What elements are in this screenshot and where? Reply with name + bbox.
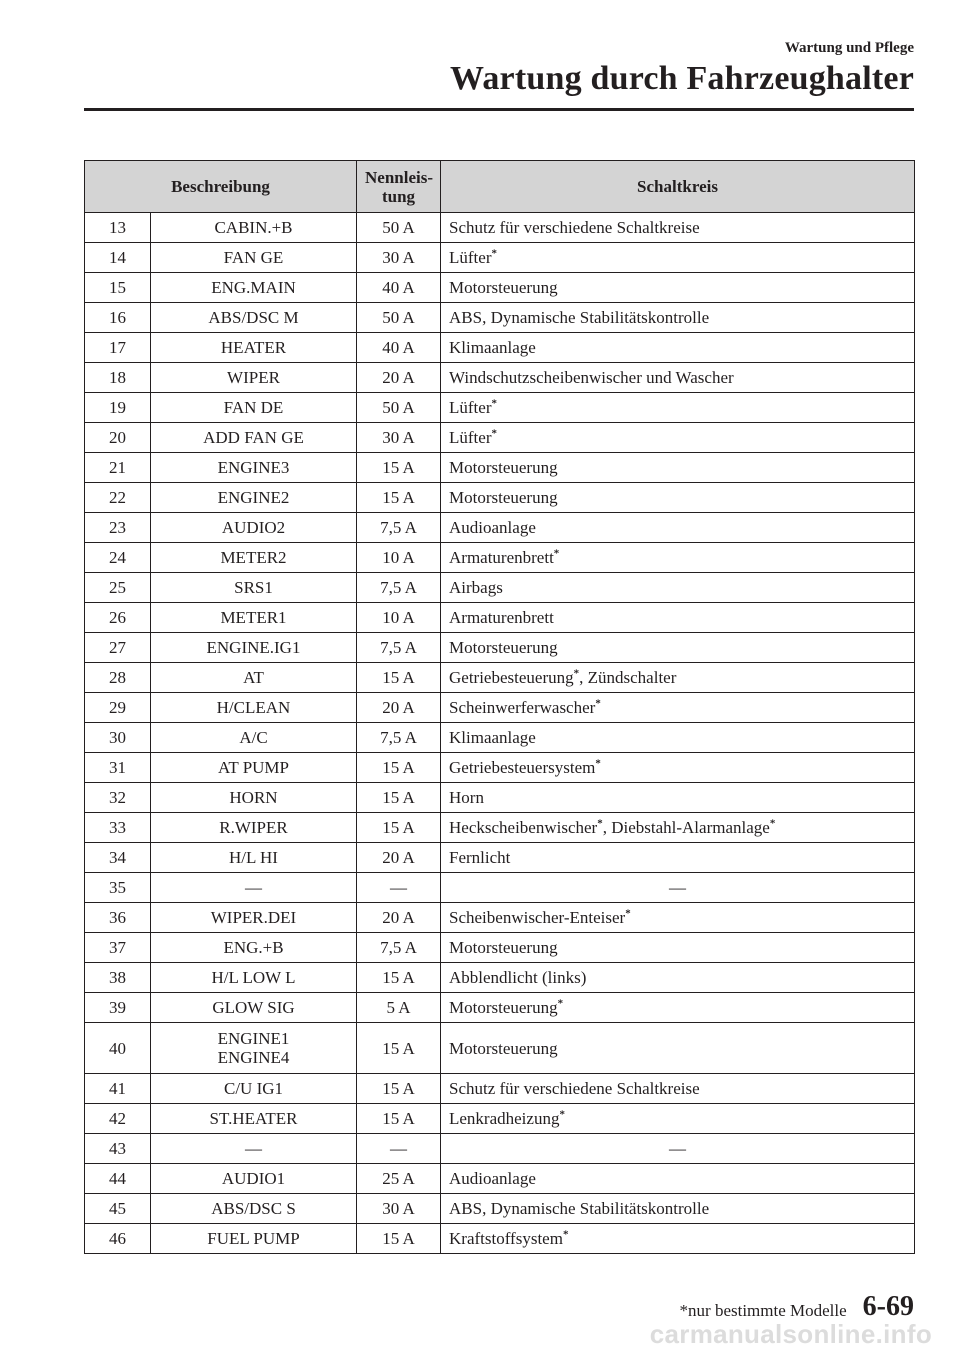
fuse-circuit: Lüfter*	[441, 243, 915, 273]
fuse-rating: 5 A	[357, 993, 441, 1023]
fuse-circuit: ―	[441, 873, 915, 903]
fuse-rating: 10 A	[357, 543, 441, 573]
fuse-name: ENG.+B	[151, 933, 357, 963]
footnote-asterisk: *	[597, 817, 603, 830]
fuse-name: AUDIO1	[151, 1164, 357, 1194]
footnote-asterisk: *	[559, 1108, 565, 1121]
fuse-name: GLOW SIG	[151, 993, 357, 1023]
fuse-rating: 10 A	[357, 603, 441, 633]
table-row	[85, 573, 915, 603]
footnote-asterisk: *	[491, 427, 497, 440]
footnote-asterisk: *	[557, 997, 564, 1010]
table-row	[85, 303, 915, 333]
fuse-rating: 7,5 A	[357, 513, 441, 543]
fuse-number: 18	[85, 363, 151, 393]
table-row	[85, 783, 915, 813]
table-row	[85, 1164, 915, 1194]
fuse-rating: 40 A	[357, 273, 441, 303]
table-row	[85, 1023, 915, 1074]
table-row	[85, 963, 915, 993]
fuse-name: AT	[151, 663, 357, 693]
footnote-asterisk: *	[491, 247, 497, 260]
fuse-circuit: Klimaanlage	[441, 723, 915, 753]
footnote-asterisk: *	[625, 907, 631, 920]
fuse-number: 20	[85, 423, 151, 453]
fuse-rating: 20 A	[357, 843, 441, 873]
page-footer	[680, 1292, 914, 1322]
column-header-circuit: Schaltkreis	[441, 161, 915, 213]
fuse-circuit: Abblendlicht (links)	[441, 963, 915, 993]
fuse-number: 28	[85, 663, 151, 693]
fuse-name: H/L LOW L	[151, 963, 357, 993]
fuse-number: 31	[85, 753, 151, 783]
table-row	[85, 333, 915, 363]
fuse-circuit: Motorsteuerung	[441, 933, 915, 963]
fuse-rating: 15 A	[357, 783, 441, 813]
fuse-name: ST.HEATER	[151, 1104, 357, 1134]
fuse-rating: 20 A	[357, 903, 441, 933]
fuse-number: 13	[85, 213, 151, 243]
fuse-name: FAN GE	[151, 243, 357, 273]
fuse-number: 34	[85, 843, 151, 873]
fuse-circuit: Horn	[441, 783, 915, 813]
fuse-circuit: Armaturenbrett*	[441, 543, 915, 573]
column-header-rating: Nennleis- tung	[357, 161, 441, 213]
fuse-number: 39	[85, 993, 151, 1023]
table-row	[85, 843, 915, 873]
fuse-circuit: Scheinwerferwascher*	[441, 693, 915, 723]
fuse-rating: 30 A	[357, 1194, 441, 1224]
fuse-number: 36	[85, 903, 151, 933]
fuse-name: ADD FAN GE	[151, 423, 357, 453]
fuse-rating: ―	[357, 873, 441, 903]
fuse-circuit: Scheibenwischer-Enteiser*	[441, 903, 915, 933]
fuse-rating: 25 A	[357, 1164, 441, 1194]
table-row	[85, 423, 915, 453]
fuse-name: HEATER	[151, 333, 357, 363]
fuse-number: 43	[85, 1134, 151, 1164]
table-row	[85, 873, 915, 903]
footnote-asterisk: *	[595, 697, 601, 710]
table-row	[85, 813, 915, 843]
page-title: Wartung durch Fahrzeughalter	[450, 60, 914, 97]
fuse-number: 25	[85, 573, 151, 603]
fuse-rating: 15 A	[357, 963, 441, 993]
fuse-name: ABS/DSC M	[151, 303, 357, 333]
footnote-asterisk: *	[553, 547, 560, 560]
fuse-circuit: Motorsteuerung	[441, 453, 915, 483]
fuse-name: ENGINE2	[151, 483, 357, 513]
footnote-asterisk: *	[769, 817, 776, 830]
fuse-rating: 7,5 A	[357, 633, 441, 663]
fuse-number: 30	[85, 723, 151, 753]
fuse-circuit: Motorsteuerung	[441, 273, 915, 303]
fuse-rating: 15 A	[357, 1023, 441, 1074]
fuse-number: 46	[85, 1224, 151, 1254]
fuse-rating: 7,5 A	[357, 573, 441, 603]
fuse-circuit: ―	[441, 1134, 915, 1164]
fuse-circuit: Lüfter*	[441, 423, 915, 453]
fuse-number: 35	[85, 873, 151, 903]
fuse-number: 41	[85, 1074, 151, 1104]
fuse-number: 27	[85, 633, 151, 663]
table-row	[85, 1224, 915, 1254]
fuse-number: 26	[85, 603, 151, 633]
footnote-asterisk: *	[491, 397, 497, 410]
fuse-rating: 50 A	[357, 393, 441, 423]
fuse-rating: 50 A	[357, 303, 441, 333]
footnote-asterisk: *	[562, 1228, 569, 1241]
fuse-circuit: Klimaanlage	[441, 333, 915, 363]
fuse-name: ENGINE1 ENGINE4	[151, 1023, 357, 1074]
fuse-table-body	[85, 213, 915, 1254]
column-header-description: Beschreibung	[85, 161, 357, 213]
fuse-name: ENGINE.IG1	[151, 633, 357, 663]
table-row	[85, 363, 915, 393]
table-row	[85, 543, 915, 573]
fuse-circuit: Windschutzscheibenwischer und Wascher	[441, 363, 915, 393]
fuse-circuit: ABS, Dynamische Stabilitätskontrolle	[441, 303, 915, 333]
fuse-name: CABIN.+B	[151, 213, 357, 243]
fuse-circuit: Schutz für verschiedene Schaltkreise	[441, 1074, 915, 1104]
footnote: *nur bestimmte Modelle	[679, 1301, 847, 1320]
fuse-rating: 7,5 A	[357, 723, 441, 753]
table-row	[85, 453, 915, 483]
fuse-name: ―	[151, 1134, 357, 1164]
fuse-circuit: Kraftstoffsystem*	[441, 1224, 915, 1254]
fuse-number: 14	[85, 243, 151, 273]
fuse-number: 15	[85, 273, 151, 303]
table-row	[85, 273, 915, 303]
fuse-number: 38	[85, 963, 151, 993]
fuse-circuit: Audioanlage	[441, 513, 915, 543]
fuse-name: A/C	[151, 723, 357, 753]
table-row	[85, 693, 915, 723]
fuse-name: H/L HI	[151, 843, 357, 873]
fuse-circuit: Fernlicht	[441, 843, 915, 873]
table-row	[85, 483, 915, 513]
table-row	[85, 663, 915, 693]
fuse-table	[84, 160, 915, 1254]
fuse-name: WIPER.DEI	[151, 903, 357, 933]
table-row	[85, 753, 915, 783]
fuse-rating: 15 A	[357, 1074, 441, 1104]
fuse-number: 42	[85, 1104, 151, 1134]
watermark-text: carmanualsonline.info	[649, 1319, 932, 1349]
table-row	[85, 243, 915, 273]
table-row	[85, 633, 915, 663]
fuse-circuit: Heckscheibenwischer*, Diebstahl-Alarmanlage*	[441, 813, 915, 843]
fuse-name: C/U IG1	[151, 1074, 357, 1104]
fuse-rating: 40 A	[357, 333, 441, 363]
fuse-rating: 15 A	[357, 1224, 441, 1254]
fuse-number: 40	[85, 1023, 151, 1074]
fuse-circuit: Getriebesteuersystem*	[441, 753, 915, 783]
fuse-number: 29	[85, 693, 151, 723]
fuse-number: 17	[85, 333, 151, 363]
fuse-name: ―	[151, 873, 357, 903]
fuse-number: 16	[85, 303, 151, 333]
fuse-number: 33	[85, 813, 151, 843]
fuse-rating: 15 A	[357, 813, 441, 843]
fuse-name: ABS/DSC S	[151, 1194, 357, 1224]
fuse-circuit: Getriebesteuerung*, Zündschalter	[441, 663, 915, 693]
fuse-name: ENG.MAIN	[151, 273, 357, 303]
page-header	[84, 38, 914, 98]
fuse-rating: ―	[357, 1134, 441, 1164]
header-rule	[84, 108, 914, 111]
section-title: Wartung und Pflege	[784, 40, 914, 56]
fuse-rating: 20 A	[357, 693, 441, 723]
table-row	[85, 933, 915, 963]
fuse-circuit: Motorsteuerung	[441, 1023, 915, 1074]
fuse-number: 21	[85, 453, 151, 483]
fuse-name: HORN	[151, 783, 357, 813]
fuse-name: FAN DE	[151, 393, 357, 423]
fuse-name: SRS1	[151, 573, 357, 603]
fuse-circuit: Lenkradheizung*	[441, 1104, 915, 1134]
fuse-circuit: Motorsteuerung*	[441, 993, 915, 1023]
fuse-rating: 30 A	[357, 243, 441, 273]
fuse-rating: 15 A	[357, 753, 441, 783]
fuse-rating: 15 A	[357, 453, 441, 483]
fuse-number: 22	[85, 483, 151, 513]
fuse-name: R.WIPER	[151, 813, 357, 843]
fuse-name: ENGINE3	[151, 453, 357, 483]
fuse-rating: 15 A	[357, 1104, 441, 1134]
fuse-name: METER1	[151, 603, 357, 633]
fuse-rating: 50 A	[357, 213, 441, 243]
fuse-circuit: Armaturenbrett	[441, 603, 915, 633]
table-row	[85, 1134, 915, 1164]
fuse-name: H/CLEAN	[151, 693, 357, 723]
fuse-rating: 15 A	[357, 663, 441, 693]
table-row	[85, 393, 915, 423]
fuse-circuit: Schutz für verschiedene Schaltkreise	[441, 213, 915, 243]
table-row	[85, 723, 915, 753]
page-number: 6-69	[862, 1291, 914, 1322]
fuse-circuit: Audioanlage	[441, 1164, 915, 1194]
fuse-number: 32	[85, 783, 151, 813]
fuse-number: 45	[85, 1194, 151, 1224]
fuse-circuit: Motorsteuerung	[441, 633, 915, 663]
fuse-number: 23	[85, 513, 151, 543]
fuse-circuit: Airbags	[441, 573, 915, 603]
fuse-rating: 15 A	[357, 483, 441, 513]
fuse-name: WIPER	[151, 363, 357, 393]
fuse-circuit: Lüfter*	[441, 393, 915, 423]
fuse-number: 37	[85, 933, 151, 963]
fuse-name: AUDIO2	[151, 513, 357, 543]
fuse-name: AT PUMP	[151, 753, 357, 783]
fuse-circuit: ABS, Dynamische Stabilitätskontrolle	[441, 1194, 915, 1224]
fuse-number: 24	[85, 543, 151, 573]
table-row	[85, 213, 915, 243]
footnote-asterisk: *	[595, 757, 601, 770]
fuse-rating: 20 A	[357, 363, 441, 393]
fuse-name: METER2	[151, 543, 357, 573]
table-header-row	[85, 161, 915, 213]
fuse-number: 19	[85, 393, 151, 423]
footnote-asterisk: *	[573, 667, 580, 680]
table-row	[85, 903, 915, 933]
fuse-circuit: Motorsteuerung	[441, 483, 915, 513]
fuse-rating: 30 A	[357, 423, 441, 453]
fuse-rating: 7,5 A	[357, 933, 441, 963]
table-row	[85, 993, 915, 1023]
table-row	[85, 513, 915, 543]
table-row	[85, 1074, 915, 1104]
fuse-number: 44	[85, 1164, 151, 1194]
table-row	[85, 603, 915, 633]
table-row	[85, 1104, 915, 1134]
table-row	[85, 1194, 915, 1224]
fuse-name: FUEL PUMP	[151, 1224, 357, 1254]
